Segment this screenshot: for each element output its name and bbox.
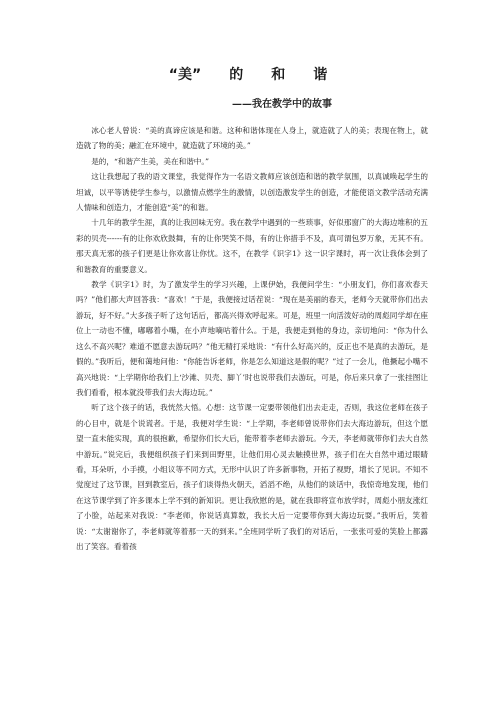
article-body: [76, 123, 428, 554]
paragraph: 这让我想起了我的语文课堂，我觉得作为一名语文教师应该创造和谐的教学氛围，以真诚唤起学生的坦诚，以平等诱使学生参与，以激情点燃学生的激情，以创造激发学生的创造，才能使语文教学活动充满人情味和创造力，才能创造“美”的和谐。: [76, 172, 428, 213]
title-char: 谐: [313, 67, 328, 83]
title-char: “美”: [168, 67, 202, 83]
paragraph: 听了这个孩子的话，我恍然大悟。心想：这节课一定要带领他们出去走走，否则，我这位老师在孩子的心目中，就是个说谎者。于是，我便对学生说：“上学期，李老师曾说带你们去大海边游玩，但这个愿望一直未能实现，真的很抱歉，希望你们长大后，能带着李老师去游玩。今天，李老师就带你们去大自然中游玩。”说完后，我便组织孩子们来到田野里，让他们用心灵去触摸世界，孩子们在大自然中通过眼睛看，耳朵听，小手摸，小组议等不同方式，无形中认识了许多新事物，开拓了视野，增长了见识。不知不觉度过了这节课，回到教室后，孩子们谈得热火朝天，滔滔不绝，从他们的谈话中，我惊奇地发现，他们在这节课学到了许多课本上学不到的新知识。更让我欣慰的是，就在我即将宣布放学时，周彪小朋友涨红了小脸，站起来对我说：“李老师，你说话真算数，我长大后一定要带你到大海边玩耍。”我听后，笑着说：“太谢谢你了，李老师就等着那一天的到来。”全班同学听了我们的对话后，一张张可爱的笑脸上都露出了笑容。看着孩: [76, 403, 428, 551]
paragraph: 教学《识字1》时，为了激发学生的学习兴趣，上课伊始，我便问学生：“小朋友们，你们喜欢春天吗？”他们都大声回答我：“喜欢！”于是，我便接过话茬说：“现在是美丽的春天，老师今天就带你们出去游玩，好不好。”大多孩子听了这句话后，都高兴得欢呼起来。可是，班里一向活泼好动的周彪同学却在座位上一动也不懂，嘟嘟着小嘴，在小声地嘀咕着什么。于是，我便走到他的身边，亲切地问：“你为什么这么不高兴呢？难道不愿意去游玩吗？”他无精打采地说：“有什么好高兴的，反正也不是真的去游玩，是假的。”我听后，便和蔼地问他：“你能告诉老师，你是怎么知道这是假的呢？”过了一会儿，他撅起小嘴不高兴地说：“上学期你给我们上‘沙滩、贝壳、脚丫’时也说带我们去游玩，可是，你后来只拿了一张挂图让我们看看，根本就没带我们去大海边玩。”: [76, 280, 428, 397]
page-subtitle: ——我在教学中的故事: [232, 99, 332, 110]
paragraph: 冰心老人曾说：“美的真谛应该是和谐。这种和谐体现在人身上，就造就了人的美；表现在物上，就造就了物的美；融汇在环境中，就造就了环境的美。”: [76, 126, 428, 151]
title-char: 的: [229, 67, 244, 83]
paragraph: 是的，“和谐产生美，美在和谐中。”: [91, 156, 210, 166]
paragraph: 十几年的教学生涯，真的让我回味无穷。我在教学中遇到的一些琐事，好似那窗广的大海边堆积的五彩的贝壳------有的让你欢欣鼓舞，有的让你哭笑不得，有的让你措手不及，真可谓包罗万象，无其不有。那天真无邪的孩子们更是让你欢喜让你忧。这不，在教学《识字1》这一识字课时，再一次让我体会到了和谐教育的重要意义。: [76, 218, 428, 274]
page-title: [0, 64, 496, 84]
title-char: 和: [271, 67, 286, 83]
